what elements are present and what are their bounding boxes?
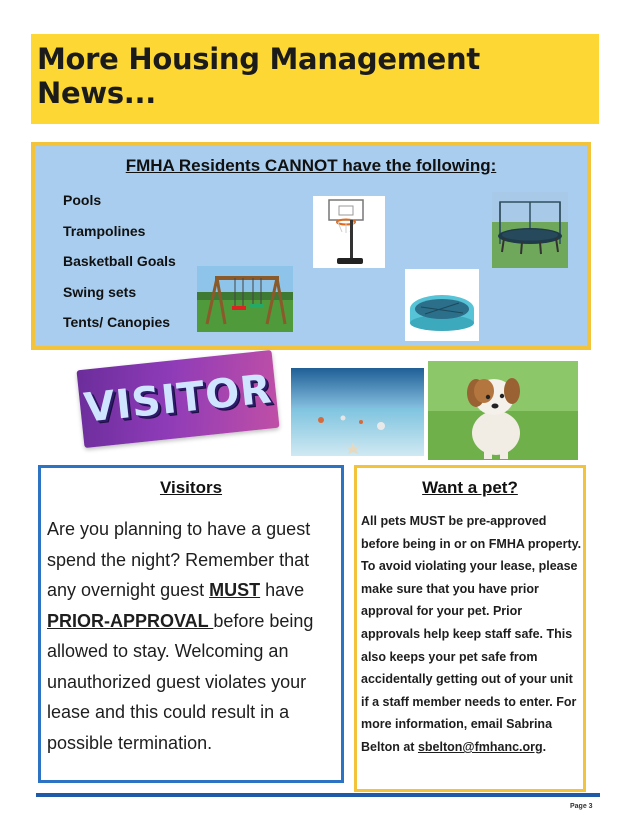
pets-heading: Want a pet? xyxy=(422,478,518,497)
page-number: Page 3 xyxy=(570,803,593,810)
visitors-text-part: have xyxy=(260,580,305,600)
puppy-photo xyxy=(428,361,578,460)
restrictions-panel xyxy=(31,142,591,350)
restrictions-list xyxy=(63,192,176,345)
email-link[interactable]: sbelton@fmhanc.org xyxy=(417,739,543,754)
visitors-panel xyxy=(38,465,344,783)
pool-photo xyxy=(405,269,479,341)
page-title: More Housing Management News... xyxy=(37,42,480,110)
trampoline-photo xyxy=(492,192,568,268)
pets-panel xyxy=(354,465,586,792)
visitors-text-part: before being allowed to stay. Welcoming an unauthorized guest violates your lease and this could result in a possible termination. xyxy=(47,610,314,753)
header-banner xyxy=(31,34,599,124)
list-item: Tents/ Canopies xyxy=(63,314,171,330)
pets-text: All pets MUST be pre-approved before being in or on FMHA property. To avoid violating your lease, please make sure that you have prior approval for your pet. Prior approvals help keep staff safe. This also keeps your pet safe from accidentally getting out of your unit if a staff member needs to enter. For more information, email Sabrina Belton at xyxy=(361,514,582,754)
visitor-sign-graphic xyxy=(76,350,279,448)
visitors-must: MUST xyxy=(209,580,261,600)
list-item: Pools xyxy=(63,192,102,208)
swing-set-photo xyxy=(197,266,293,332)
footer-divider xyxy=(36,793,600,797)
pets-text-end: . xyxy=(542,739,547,754)
visitors-body xyxy=(47,514,342,758)
visitors-heading: Visitors xyxy=(159,478,223,497)
pets-body xyxy=(361,510,583,759)
visitors-prior-approval: PRIOR-APPROVAL xyxy=(47,610,214,631)
list-item: Swing sets xyxy=(63,283,137,300)
restrictions-title: FMHA Residents CANNOT have the following: xyxy=(125,156,497,175)
list-item: Basketball Goals xyxy=(63,253,176,269)
list-item: Trampolines xyxy=(63,222,146,239)
visitor-sign-text: VISITOR xyxy=(81,366,275,432)
basketball-goal-photo xyxy=(313,196,385,268)
visitors-text-part: Are you planning to have a guest spend the night? Remember that any overnight guest xyxy=(47,519,311,600)
beach-photo xyxy=(291,368,424,456)
